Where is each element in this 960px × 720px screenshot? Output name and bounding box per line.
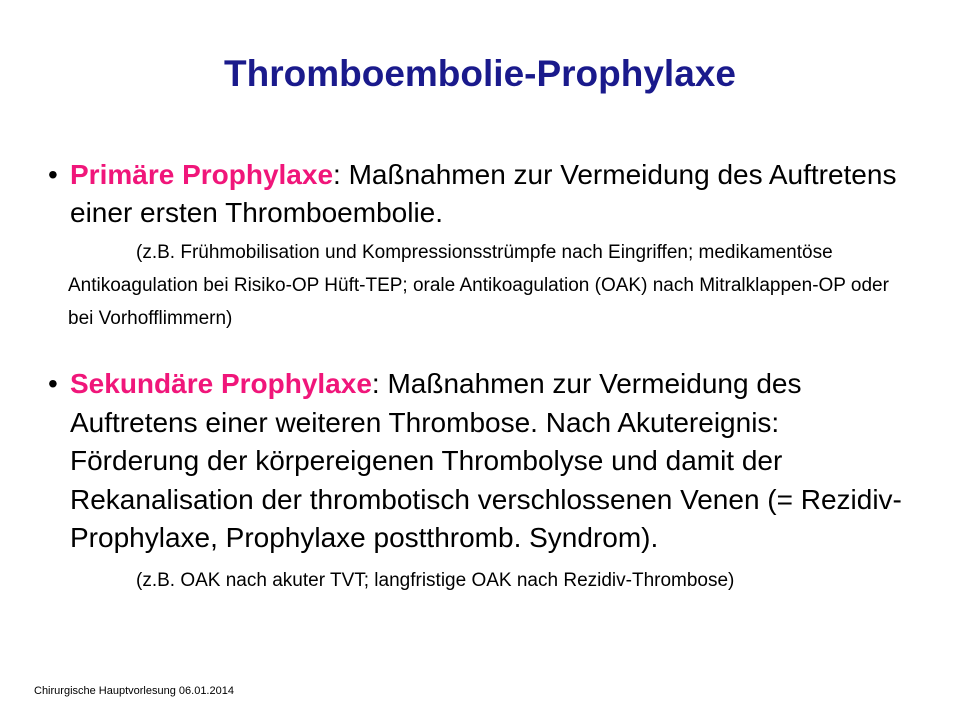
note-text: (z.B. OAK nach akuter TVT; langfristige OAK nach Rezidiv-Thrombose)	[136, 569, 735, 591]
slide-title: Thromboembolie-Prophylaxe	[224, 53, 736, 94]
bullet-main-text	[48, 365, 910, 558]
bullet-primary-prophylaxis	[48, 156, 910, 335]
bullet-main-text	[48, 156, 910, 232]
note-text: (z.B. Frühmobilisation und Kompressionsstrümpfe nach Eingriffen; medikamentöse Antikoagulation bei Risiko-OP Hüft-TEP; orale Antikoagulation (OAK) nach Mitralklappen-OP oder bei Vorhofflimmern)	[68, 242, 889, 329]
bullet-description: : Maßnahmen zur Vermeidung des Auftretens einer ersten Thromboembolie.	[70, 159, 897, 228]
bullet-example-note	[68, 564, 910, 597]
bullet-example-note	[68, 236, 910, 335]
bullet-term: Sekundäre Prophylaxe	[70, 368, 372, 399]
bullet-marker: •	[48, 368, 58, 399]
bullet-term: Primäre Prophylaxe	[70, 159, 334, 190]
bullet-marker: •	[48, 159, 58, 190]
bullet-secondary-prophylaxis	[48, 365, 910, 597]
bullet-description: : Maßnahmen zur Vermeidung des Auftretens einer weiteren Thrombose. Nach Akutereignis: Förderung der körpereigenen Thrombolyse und damit der Rekanalisation der thrombotisch verschlossenen Venen (= Rezidiv-Prophylaxe, Prophylaxe postthromb. Syndrom).	[70, 368, 902, 553]
slide-footer: Chirurgische Hauptvorlesung 06.01.2014	[34, 685, 234, 697]
